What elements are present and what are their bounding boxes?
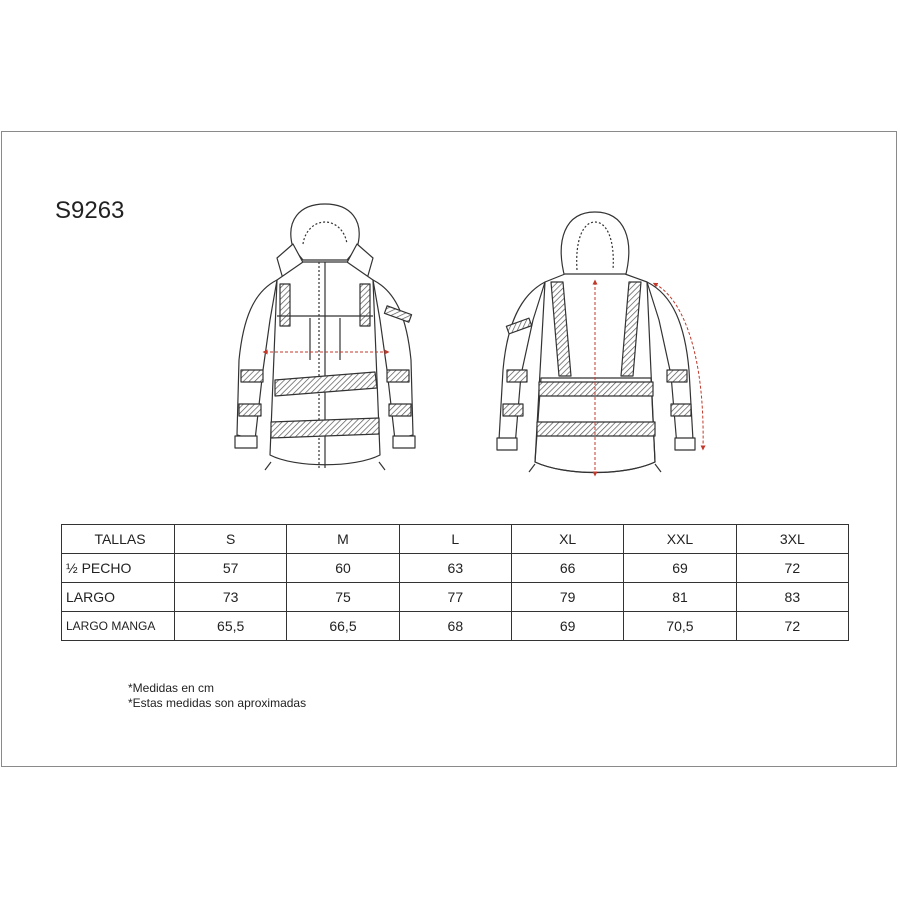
footnotes: [128, 681, 306, 711]
table-cell: 63: [399, 554, 511, 583]
table-cell: 69: [624, 554, 736, 583]
size-header-cell: 3XL: [736, 525, 848, 554]
table-row: [62, 554, 849, 583]
table-row: [62, 612, 849, 641]
size-header-cell: S: [175, 525, 287, 554]
table-cell: 81: [624, 583, 736, 612]
row-label: LARGO MANGA: [62, 612, 175, 641]
table-cell: 70,5: [624, 612, 736, 641]
jacket-technical-drawing: [215, 200, 715, 490]
table-cell: 68: [399, 612, 511, 641]
table-cell: 65,5: [175, 612, 287, 641]
product-code: S9263: [55, 197, 125, 224]
size-header-row: [62, 525, 849, 554]
size-header-cell: XXL: [624, 525, 736, 554]
table-cell: 72: [736, 612, 848, 641]
size-chart-table: [61, 524, 849, 641]
table-row: [62, 583, 849, 612]
table-cell: 69: [511, 612, 623, 641]
table-cell: 75: [287, 583, 399, 612]
jacket-back-view: [497, 212, 695, 473]
row-label: LARGO: [62, 583, 175, 612]
table-cell: 66,5: [287, 612, 399, 641]
table-cell: 66: [511, 554, 623, 583]
note-units: *Medidas en cm: [128, 681, 215, 695]
size-header-cell: XL: [511, 525, 623, 554]
note-approximate: *Estas medidas son aproximadas: [128, 696, 307, 710]
table-cell: 72: [736, 554, 848, 583]
table-cell: 60: [287, 554, 399, 583]
table-cell: 57: [175, 554, 287, 583]
size-header-cell: L: [399, 525, 511, 554]
table-cell: 83: [736, 583, 848, 612]
row-label: ½ PECHO: [62, 554, 175, 583]
table-cell: 73: [175, 583, 287, 612]
table-cell: 79: [511, 583, 623, 612]
table-cell: 77: [399, 583, 511, 612]
size-header-cell: M: [287, 525, 399, 554]
tallas-header: TALLAS: [62, 525, 175, 554]
jacket-front-view: [235, 204, 415, 470]
